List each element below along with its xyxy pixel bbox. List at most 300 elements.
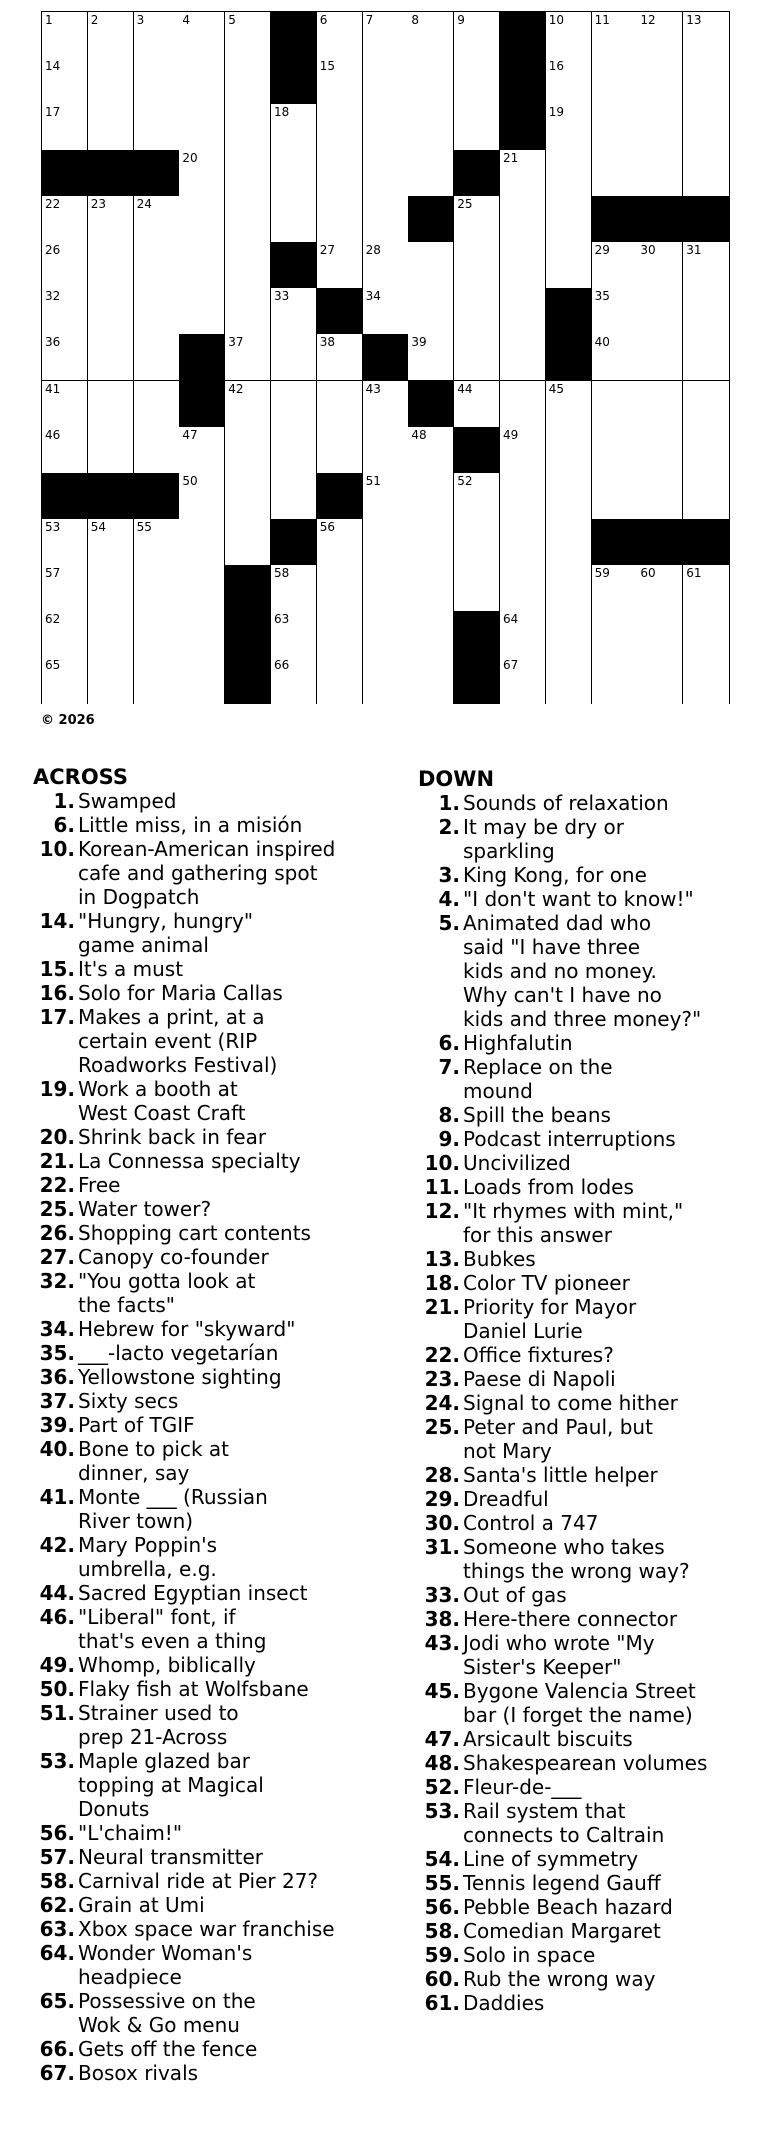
clue-text: Office fixtures?	[463, 1343, 614, 1367]
clue-text: Yellowstone sighting	[78, 1365, 282, 1389]
clue-number: 23.	[424, 1367, 460, 1391]
cell-number: 45	[548, 381, 565, 396]
down-clue	[418, 1103, 768, 1127]
grid-cell[interactable]	[225, 473, 271, 520]
grid-cell[interactable]	[42, 657, 88, 704]
grid-cell[interactable]	[42, 427, 88, 474]
grid-cell[interactable]	[454, 242, 500, 289]
grid-cell[interactable]	[637, 242, 683, 289]
grid-cell[interactable]	[134, 427, 180, 474]
grid-cell[interactable]	[500, 565, 546, 612]
across-clue	[33, 1221, 383, 1245]
grid-cell[interactable]	[363, 565, 409, 612]
clue-number: 2.	[438, 815, 460, 839]
clue-number: 21.	[39, 1149, 75, 1173]
clue-text: Gets off the fence	[78, 2037, 258, 2061]
clue-number: 19.	[39, 1077, 75, 1101]
down-clue	[418, 1271, 768, 1295]
grid-cell[interactable]	[637, 104, 683, 151]
grid-cell[interactable]	[42, 196, 88, 243]
grid-cell[interactable]	[500, 473, 546, 520]
grid-cell[interactable]	[592, 381, 638, 428]
grid-cell[interactable]	[546, 12, 592, 59]
grid-cell[interactable]	[179, 519, 225, 566]
cell-number: 42	[228, 381, 244, 396]
grid-cell[interactable]	[179, 58, 225, 105]
grid-cell[interactable]	[363, 150, 409, 197]
grid-cell[interactable]	[225, 12, 271, 59]
grid-cell[interactable]	[363, 381, 409, 428]
across-clue	[33, 1893, 383, 1917]
cell-number: 61	[686, 565, 702, 580]
grid-cell[interactable]	[179, 473, 225, 520]
grid-cell[interactable]	[88, 427, 134, 474]
down-clue	[418, 1367, 768, 1391]
grid-cell[interactable]	[317, 12, 363, 59]
grid-cell[interactable]	[408, 473, 454, 520]
grid-cell[interactable]	[683, 58, 729, 105]
grid-cell[interactable]	[88, 334, 134, 381]
down-clues	[418, 767, 768, 2015]
grid-cell[interactable]	[546, 381, 592, 428]
grid-cell[interactable]	[271, 150, 317, 197]
across-clue	[33, 957, 383, 981]
across-clue	[33, 1269, 383, 1317]
cell-number: 12	[640, 13, 656, 27]
clue-text: Xbox space war franchise	[78, 1917, 335, 1941]
cell-number: 37	[228, 335, 244, 350]
grid-cell[interactable]	[88, 381, 134, 428]
grid-cell[interactable]	[317, 242, 363, 289]
clue-text: Replace on the mound	[463, 1055, 613, 1103]
clue-text: Control a 747	[463, 1511, 599, 1535]
black-square	[271, 242, 317, 289]
clue-number: 49.	[39, 1653, 75, 1677]
down-clue	[418, 1535, 768, 1583]
grid-cell[interactable]	[225, 427, 271, 474]
grid-cell[interactable]	[546, 150, 592, 197]
grid-cell[interactable]	[363, 611, 409, 658]
grid-cell[interactable]	[592, 150, 638, 197]
grid-cell[interactable]	[500, 196, 546, 243]
clue-text: Possessive on the Wok & Go menu	[78, 1989, 256, 2037]
down-clue	[418, 1343, 768, 1367]
grid-cell[interactable]	[271, 473, 317, 520]
across-clue	[33, 1653, 383, 1677]
grid-cell[interactable]	[317, 104, 363, 151]
clue-text: Shakespearean volumes	[463, 1751, 708, 1775]
grid-cell[interactable]	[179, 565, 225, 612]
grid-cell[interactable]	[408, 150, 454, 197]
grid-cell[interactable]	[637, 611, 683, 658]
clue-number: 42.	[39, 1533, 75, 1557]
grid-cell[interactable]	[88, 242, 134, 289]
black-square	[363, 334, 409, 381]
grid-cell[interactable]	[546, 104, 592, 151]
grid-cell[interactable]	[363, 196, 409, 243]
grid-cell[interactable]	[592, 657, 638, 704]
black-square	[546, 288, 592, 335]
clue-number: 8.	[438, 1103, 460, 1127]
grid-cell[interactable]	[134, 519, 180, 566]
grid-cell[interactable]	[88, 611, 134, 658]
grid-cell[interactable]	[500, 427, 546, 474]
cell-number: 24	[136, 197, 152, 212]
grid-cell[interactable]	[408, 12, 454, 59]
clue-text: Jodi who wrote "My Sister's Keeper"	[463, 1631, 655, 1679]
clue-text: Here-there connector	[463, 1607, 678, 1631]
grid-cell[interactable]	[271, 288, 317, 335]
grid-cell[interactable]	[134, 657, 180, 704]
grid-cell[interactable]	[408, 288, 454, 335]
clue-text: Someone who takes things the wrong way?	[463, 1535, 690, 1583]
grid-cell[interactable]	[683, 657, 729, 704]
grid-cell[interactable]	[546, 427, 592, 474]
grid-cell[interactable]	[317, 58, 363, 105]
grid-cell[interactable]	[271, 334, 317, 381]
grid-cell[interactable]	[637, 334, 683, 381]
cell-number: 46	[45, 427, 61, 442]
grid-cell[interactable]	[134, 104, 180, 151]
grid-cell[interactable]	[500, 334, 546, 381]
grid-cell[interactable]	[454, 473, 500, 520]
across-clue	[33, 1701, 383, 1749]
grid-cell[interactable]	[42, 242, 88, 289]
black-square	[500, 12, 546, 59]
grid-cell[interactable]	[546, 657, 592, 704]
grid-cell[interactable]	[134, 565, 180, 612]
grid-cell[interactable]	[408, 611, 454, 658]
grid-cell[interactable]	[42, 565, 88, 612]
across-clue	[33, 1389, 383, 1413]
grid-cell[interactable]	[225, 150, 271, 197]
grid-cell[interactable]	[500, 611, 546, 658]
grid-cell[interactable]	[42, 381, 88, 428]
clue-text: "You gotta look at the facts"	[78, 1269, 256, 1317]
cell-number: 21	[503, 151, 519, 166]
grid-cell[interactable]	[592, 288, 638, 335]
down-clue	[418, 791, 768, 815]
grid-cell[interactable]	[500, 381, 546, 428]
clue-text: Fleur-de-___	[463, 1775, 582, 1799]
grid-cell[interactable]	[179, 657, 225, 704]
grid-cell[interactable]	[179, 288, 225, 335]
grid-cell[interactable]	[225, 196, 271, 243]
grid-cell[interactable]	[500, 242, 546, 289]
clue-text: Canopy co-founder	[78, 1245, 269, 1269]
grid-cell[interactable]	[271, 657, 317, 704]
grid-cell[interactable]	[637, 427, 683, 474]
cell-number: 3	[136, 13, 145, 27]
grid-cell[interactable]	[271, 381, 317, 428]
clue-text: Strainer used to prep 21-Across	[78, 1701, 239, 1749]
down-clue	[418, 1895, 768, 1919]
grid-cell[interactable]	[546, 242, 592, 289]
grid-cell[interactable]	[592, 242, 638, 289]
grid-cell[interactable]	[225, 58, 271, 105]
grid-cell[interactable]	[454, 565, 500, 612]
clue-number: 28.	[424, 1463, 460, 1487]
clue-text: Korean-American inspired cafe and gathering spot in Dogpatch	[78, 837, 336, 909]
grid-cell[interactable]	[42, 288, 88, 335]
grid-cell[interactable]	[408, 104, 454, 151]
clue-number: 51.	[39, 1701, 75, 1725]
grid-cell[interactable]	[500, 150, 546, 197]
down-clue	[418, 1607, 768, 1631]
grid-cell[interactable]	[546, 58, 592, 105]
cell-number: 41	[45, 381, 61, 396]
grid-cell[interactable]	[683, 381, 729, 428]
grid-cell[interactable]	[683, 242, 729, 289]
grid-cell[interactable]	[179, 150, 225, 197]
grid-cell[interactable]	[134, 334, 180, 381]
grid-cell[interactable]	[317, 565, 363, 612]
grid-cell[interactable]	[317, 657, 363, 704]
grid-cell[interactable]	[42, 334, 88, 381]
grid-cell[interactable]	[500, 288, 546, 335]
down-clue	[418, 1775, 768, 1799]
grid-cell[interactable]	[637, 565, 683, 612]
grid-cell[interactable]	[637, 58, 683, 105]
down-clue	[418, 1199, 768, 1247]
grid-cell[interactable]	[683, 12, 729, 59]
grid-cell[interactable]	[500, 519, 546, 566]
grid-cell[interactable]	[683, 150, 729, 197]
across-clue	[33, 1533, 383, 1581]
across-clue	[33, 1173, 383, 1197]
grid-cell[interactable]	[317, 427, 363, 474]
grid-cell[interactable]	[363, 288, 409, 335]
grid-cell[interactable]	[42, 58, 88, 105]
grid-cell[interactable]	[592, 334, 638, 381]
grid-cell[interactable]	[363, 12, 409, 59]
grid-cell[interactable]	[271, 611, 317, 658]
grid-cell[interactable]	[408, 657, 454, 704]
grid-cell[interactable]	[592, 565, 638, 612]
grid-cell[interactable]	[88, 657, 134, 704]
grid-cell[interactable]	[179, 242, 225, 289]
grid-cell[interactable]	[88, 58, 134, 105]
grid-cell[interactable]	[592, 473, 638, 520]
grid-cell[interactable]	[134, 58, 180, 105]
clue-number: 58.	[424, 1919, 460, 1943]
cell-number: 66	[274, 657, 290, 672]
grid-cell[interactable]	[637, 473, 683, 520]
grid-cell[interactable]	[179, 12, 225, 59]
grid-cell[interactable]	[179, 104, 225, 151]
grid-cell[interactable]	[271, 196, 317, 243]
across-clue	[33, 1125, 383, 1149]
down-clue	[418, 911, 768, 1031]
cell-number: 31	[686, 243, 702, 258]
grid-cell[interactable]	[408, 427, 454, 474]
grid-cell[interactable]	[592, 12, 638, 59]
grid-cell[interactable]	[363, 473, 409, 520]
grid-cell[interactable]	[683, 611, 729, 658]
clue-number: 16.	[39, 981, 75, 1005]
grid-cell[interactable]	[271, 565, 317, 612]
grid-cell[interactable]	[683, 473, 729, 520]
clue-text: Pebble Beach hazard	[463, 1895, 673, 1919]
grid-cell[interactable]	[88, 288, 134, 335]
grid-cell[interactable]	[225, 242, 271, 289]
clue-number: 17.	[39, 1005, 75, 1029]
grid-cell[interactable]	[363, 242, 409, 289]
grid-cell[interactable]	[637, 12, 683, 59]
cell-number: 65	[45, 657, 61, 672]
grid-cell[interactable]	[546, 473, 592, 520]
grid-cell[interactable]	[317, 150, 363, 197]
grid-cell[interactable]	[408, 58, 454, 105]
black-square	[179, 334, 225, 381]
clue-text: Swamped	[78, 789, 177, 813]
across-title: ACROSS	[33, 765, 128, 789]
grid-cell[interactable]	[134, 196, 180, 243]
grid-cell[interactable]	[637, 657, 683, 704]
clue-number: 29.	[424, 1487, 460, 1511]
grid-cell[interactable]	[454, 334, 500, 381]
black-square	[408, 196, 454, 243]
grid-cell[interactable]	[88, 12, 134, 59]
grid-cell[interactable]	[134, 611, 180, 658]
cell-number: 43	[365, 381, 381, 396]
cell-number: 6	[319, 13, 328, 27]
clue-text: Bygone Valencia Street bar (I forget the name)	[463, 1679, 696, 1727]
down-clue	[418, 1247, 768, 1271]
clue-text: Dreadful	[463, 1487, 549, 1511]
clue-text: Santa's little helper	[463, 1463, 658, 1487]
grid-cell[interactable]	[42, 519, 88, 566]
grid-cell[interactable]	[408, 334, 454, 381]
across-clue	[33, 909, 383, 957]
clue-text: King Kong, for one	[463, 863, 647, 887]
grid-cell[interactable]	[88, 519, 134, 566]
grid-cell[interactable]	[408, 242, 454, 289]
grid-cell[interactable]	[88, 565, 134, 612]
grid-cell[interactable]	[134, 12, 180, 59]
grid-cell[interactable]	[225, 519, 271, 566]
grid-cell[interactable]	[546, 519, 592, 566]
cell-number: 35	[594, 289, 610, 304]
down-clue	[418, 815, 768, 863]
grid-cell[interactable]	[592, 58, 638, 105]
grid-cell[interactable]	[683, 104, 729, 151]
grid-cell[interactable]	[454, 381, 500, 428]
grid-cell[interactable]	[454, 12, 500, 59]
grid-cell[interactable]	[317, 611, 363, 658]
across-clue	[33, 1365, 383, 1389]
down-clue	[418, 1391, 768, 1415]
clue-text: Out of gas	[463, 1583, 567, 1607]
grid-cell[interactable]	[225, 288, 271, 335]
grid-cell[interactable]	[317, 196, 363, 243]
grid-cell[interactable]	[683, 427, 729, 474]
grid-cell[interactable]	[225, 381, 271, 428]
grid-cell[interactable]	[546, 611, 592, 658]
grid-cell[interactable]	[134, 288, 180, 335]
across-clue	[33, 789, 383, 813]
grid-cell[interactable]	[408, 565, 454, 612]
clue-text: Wonder Woman's headpiece	[78, 1941, 253, 1989]
grid-cell[interactable]	[454, 196, 500, 243]
grid-cell[interactable]	[637, 150, 683, 197]
clue-text: Daddies	[463, 1991, 545, 2015]
grid-cell[interactable]	[42, 611, 88, 658]
grid-cell[interactable]	[317, 519, 363, 566]
black-square	[637, 196, 683, 243]
grid-cell[interactable]	[225, 104, 271, 151]
cell-number: 28	[365, 243, 381, 258]
grid-cell[interactable]	[271, 104, 317, 151]
grid-cell[interactable]	[317, 334, 363, 381]
black-square	[271, 519, 317, 566]
black-square	[454, 657, 500, 704]
grid-cell[interactable]	[683, 334, 729, 381]
down-clue	[418, 1919, 768, 1943]
cell-number: 7	[365, 13, 374, 27]
clue-number: 26.	[39, 1221, 75, 1245]
grid-cell[interactable]	[637, 288, 683, 335]
across-clues	[33, 765, 383, 2085]
clue-text: "Liberal" font, if that's even a thing	[78, 1605, 267, 1653]
grid-cell[interactable]	[363, 657, 409, 704]
grid-cell[interactable]	[134, 381, 180, 428]
black-square	[225, 657, 271, 704]
grid-cell[interactable]	[454, 58, 500, 105]
grid-cell[interactable]	[592, 611, 638, 658]
grid-cell[interactable]	[500, 657, 546, 704]
grid-cell[interactable]	[454, 519, 500, 566]
grid-cell[interactable]	[179, 196, 225, 243]
copyright-notice: © 2026	[41, 713, 95, 728]
grid-cell[interactable]	[271, 427, 317, 474]
grid-cell[interactable]	[592, 104, 638, 151]
grid-cell[interactable]	[592, 427, 638, 474]
clue-text: Animated dad who said "I have three kids and no money. Why can't I have no kids and three money?"	[463, 911, 702, 1031]
grid-cell[interactable]	[179, 427, 225, 474]
grid-cell[interactable]	[546, 565, 592, 612]
clue-number: 45.	[424, 1679, 460, 1703]
grid-cell[interactable]	[179, 611, 225, 658]
grid-cell[interactable]	[225, 334, 271, 381]
grid-cell[interactable]	[546, 196, 592, 243]
grid-cell[interactable]	[683, 565, 729, 612]
grid-cell[interactable]	[42, 12, 88, 59]
cell-number: 36	[45, 335, 61, 350]
clue-number: 36.	[39, 1365, 75, 1389]
clue-number: 57.	[39, 1845, 75, 1869]
clue-text: Grain at Umi	[78, 1893, 205, 1917]
grid-cell[interactable]	[454, 104, 500, 151]
grid-cell[interactable]	[134, 242, 180, 289]
grid-cell[interactable]	[363, 427, 409, 474]
grid-cell[interactable]	[683, 288, 729, 335]
grid-cell[interactable]	[363, 58, 409, 105]
clue-text: Solo in space	[463, 1943, 596, 1967]
grid-cell[interactable]	[454, 288, 500, 335]
clue-text: Bone to pick at dinner, say	[78, 1437, 230, 1485]
grid-cell[interactable]	[637, 381, 683, 428]
cell-number: 52	[457, 473, 473, 488]
grid-cell[interactable]	[408, 519, 454, 566]
grid-cell[interactable]	[363, 104, 409, 151]
grid-cell[interactable]	[317, 381, 363, 428]
grid-cell[interactable]	[42, 104, 88, 151]
grid-cell[interactable]	[88, 104, 134, 151]
down-clue	[418, 1679, 768, 1727]
grid-cell[interactable]	[88, 196, 134, 243]
grid-cell[interactable]	[363, 519, 409, 566]
